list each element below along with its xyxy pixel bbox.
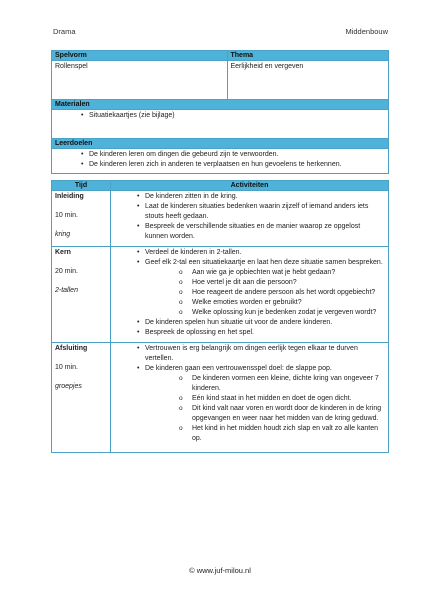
table-row — [52, 191, 389, 247]
list-item: o Welke emoties worden er gebruikt? — [111, 298, 385, 308]
list-item: • De kinderen zitten in de kring. — [111, 192, 385, 202]
thema-label: Thema — [227, 51, 389, 61]
row-time: 10 min. — [55, 364, 78, 371]
list-item: o Dit kind valt naar voren en wordt door de kinderen in de kring opgevangen en weer naar het midden van de kring geduwd. — [111, 404, 385, 424]
header-left: Drama — [53, 27, 76, 36]
list-item: o Hoe vertel je dit aan die persoon? — [111, 278, 385, 288]
list-item: o Het kind in het midden houdt zich slap en valt zo alle kanten op. — [111, 424, 385, 444]
list-item: • Bespreek de oplossing en het spel. — [111, 328, 385, 338]
row-time: 10 min. — [55, 212, 78, 219]
activity-list — [111, 248, 385, 338]
list-item: o De kinderen vormen een kleine, dichte kring van ongeveer 7 kinderen. — [111, 374, 385, 394]
leerdoelen-label: Leerdoelen — [52, 139, 389, 149]
col-activiteiten: Activiteiten — [111, 181, 389, 191]
list-item: o Hoe reageert de andere persoon als het wordt opgebiecht? — [111, 288, 385, 298]
activity-list — [111, 344, 385, 444]
thema-value: Eerlijkheid en vergeven — [227, 61, 389, 100]
spelvorm-label: Spelvorm — [52, 51, 228, 61]
list-item: • Situatiekaartjes (zie bijlage) — [55, 111, 385, 121]
leerdoelen-list — [55, 150, 385, 170]
spelvorm-value: Rollenspel — [52, 61, 228, 100]
list-item: • De kinderen gaan een vertrouwensspel doel: de slappe pop. — [111, 364, 385, 374]
footer-copyright: © www.juf-milou.nl — [189, 566, 251, 575]
row-note: groepjes — [55, 383, 82, 390]
activity-list — [111, 192, 385, 242]
col-tijd: Tijd — [52, 181, 111, 191]
row-title: Kern — [55, 249, 71, 256]
table-row — [52, 247, 389, 343]
table-activiteiten — [51, 180, 389, 453]
materialen-label: Materialen — [52, 100, 389, 110]
materialen-list — [55, 111, 385, 121]
table-row — [52, 343, 389, 453]
list-item: • De kinderen leren om dingen die gebeurd zijn te verwoorden. — [55, 150, 385, 160]
row-note: 2-tallen — [55, 287, 78, 294]
table-spelvorm-thema — [51, 50, 389, 174]
list-item: • Geef elk 2-tal een situatiekaartje en laat hen deze situatie samen bespreken. — [111, 258, 385, 268]
row-title: Afsluiting — [55, 345, 88, 352]
row-time: 20 min. — [55, 268, 78, 275]
list-item: • Bespreek de verschillende situaties en de manier waarop ze opgelost kunnen worden. — [111, 222, 385, 242]
list-item: o Aan wie ga je opbiechten wat je hebt gedaan? — [111, 268, 385, 278]
header-right: Middenbouw — [345, 27, 388, 36]
list-item: • Verdeel de kinderen in 2-tallen. — [111, 248, 385, 258]
list-item: • Vertrouwen is erg belangrijk om dingen eerlijk tegen elkaar te durven vertellen. — [111, 344, 385, 364]
list-item: • De kinderen leren zich in anderen te verplaatsen en hun gevoelens te herkennen. — [55, 160, 385, 170]
list-item: o Welke oplossing kun je bedenken zodat je vergeven wordt? — [111, 308, 385, 318]
row-note: kring — [55, 231, 71, 238]
list-item: o Eén kind staat in het midden en doet de ogen dicht. — [111, 394, 385, 404]
list-item: • Laat de kinderen situaties bedenken waarin zijzelf of iemand anders iets stouts heeft gedaan. — [111, 202, 385, 222]
row-title: Inleiding — [55, 193, 84, 200]
list-item: • De kinderen spelen hun situatie uit voor de andere kinderen. — [111, 318, 385, 328]
lesson-sheet — [51, 50, 389, 453]
